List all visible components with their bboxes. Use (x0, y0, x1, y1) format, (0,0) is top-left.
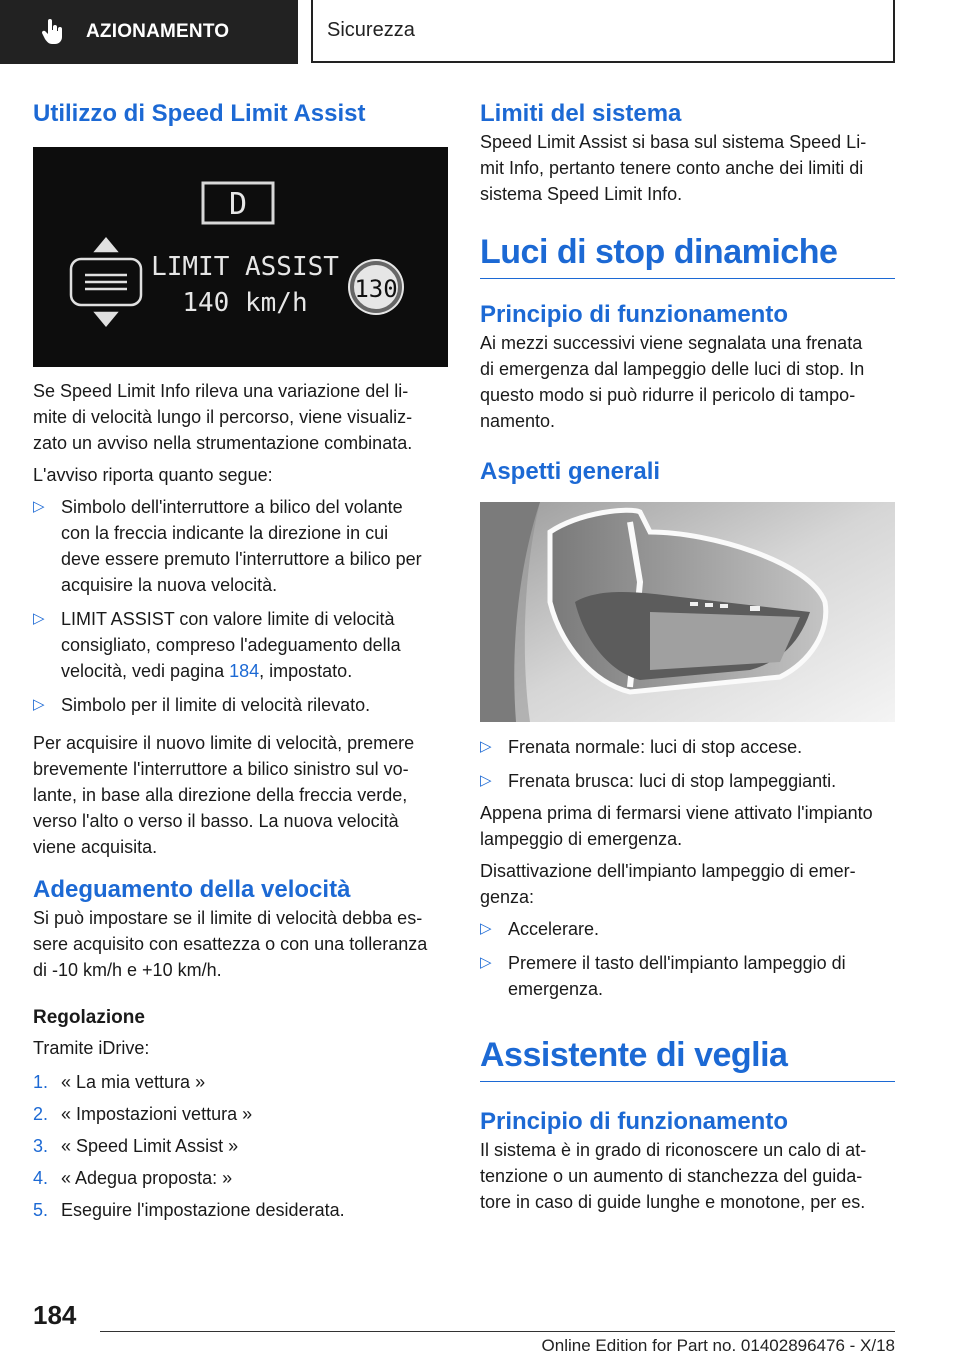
text-line: consigliato, compreso l'adeguamento della (61, 635, 401, 656)
list-item (480, 768, 895, 794)
rocker-switch-icon (71, 239, 141, 325)
text-line: Simbolo dell'interruttore a bilico del volante (61, 497, 403, 518)
list-item (33, 1197, 448, 1223)
footer-divider (100, 1331, 895, 1332)
bullet-list-disattivazione (480, 916, 895, 1002)
section-tab (0, 0, 298, 64)
text-line: sere acquisito con esattezza o con una tolleranza (33, 934, 428, 955)
text-line: Se Speed Limit Info rileva una variazione del li- (33, 381, 409, 402)
text-line: Per acquisire il nuovo limite di velocità, premere (33, 733, 415, 754)
chapter-label: Sicurezza (327, 19, 415, 41)
paragraph-appena (480, 800, 895, 852)
text-line: brevemente l'interruttore a bilico sinistro sul vo- (33, 759, 409, 780)
list-item (33, 1165, 448, 1191)
triangle-bullet-icon: ▷ (480, 919, 492, 937)
list-item (33, 1133, 448, 1159)
text-line: con la freccia indicante la direzione in cui (61, 523, 389, 544)
steps-list (33, 1069, 448, 1223)
step-number: 5. (33, 1200, 49, 1221)
paragraph-avviso: L'avviso riporta quanto segue: (33, 465, 273, 486)
chapter-tab (311, 0, 895, 63)
list-item (480, 734, 895, 760)
bullet-list-frenata (480, 734, 895, 794)
triangle-bullet-icon: ▷ (480, 771, 492, 789)
left-column (33, 98, 448, 1223)
step-text: « Impostazioni vettura » (61, 1104, 253, 1125)
triangle-bullet-icon: ▷ (33, 696, 45, 714)
text-line: deve essere premuto l'interruttore a bilico per (61, 549, 422, 570)
text-line: tenzione o un aumento di stanchezza del guida- (480, 1165, 863, 1186)
step-text: « Speed Limit Assist » (61, 1136, 239, 1157)
text-line: sistema Speed Limit Info. (480, 184, 683, 205)
paragraph-intro (33, 378, 448, 456)
step-text: « Adegua proposta: » (61, 1168, 233, 1189)
bullet-list-avviso (33, 494, 448, 718)
heading-luci-stop: Luci di stop dinamiche (480, 233, 895, 279)
paragraph-principio-2 (480, 1137, 895, 1215)
text-line: LIMIT ASSIST con valore limite di velocità (61, 609, 395, 630)
heading-adeguamento: Adeguamento della velocità (33, 876, 351, 904)
text-line: velocità, vedi pagina (61, 661, 230, 682)
text-line: mite di velocità lungo il percorso, viene visualiz- (33, 407, 413, 428)
hand-pointer-icon (40, 18, 66, 46)
step-number: 4. (33, 1168, 49, 1189)
speed-limit-value: 130 (354, 275, 398, 304)
step-text: « La mia vettura » (61, 1072, 206, 1093)
paragraph-disattivazione (480, 858, 895, 910)
heading-aspetti: Aspetti generali (480, 458, 661, 486)
text-line: acquisire la nuova velocità. (61, 575, 278, 596)
edition-text: Online Edition for Part no. 01402896476 - X/18 (541, 1336, 895, 1355)
display-line-2: 140 km/h (182, 288, 308, 319)
paragraph-limiti (480, 129, 895, 207)
list-item (480, 950, 895, 1002)
list-item (33, 1101, 448, 1127)
page-link-184[interactable]: 184 (229, 661, 260, 682)
limit-assist-display (33, 147, 448, 367)
speed-limit-sign-icon (348, 259, 404, 315)
text-line: verso l'alto o verso il basso. La nuova velocità (33, 811, 399, 832)
step-text: Eseguire l'impostazione desiderata. (61, 1200, 345, 1221)
text-line: zato un avviso nella strumentazione combinata. (33, 433, 413, 454)
heading-limiti: Limiti del sistema (480, 100, 682, 127)
text-line: di emergenza dal lampeggio delle luci di stop. In (480, 359, 865, 380)
list-item (33, 692, 448, 718)
text-line: Accelerare. (508, 918, 600, 939)
tail-light-image (480, 502, 895, 722)
text-line: lante, in base alla direzione della freccia verde, (33, 785, 408, 806)
heading-regolazione: Regolazione (33, 1007, 145, 1029)
paragraph-principio-1 (480, 330, 895, 434)
text-line: lampeggio di emergenza. (480, 828, 683, 849)
heading-principio-1: Principio di funzionamento (480, 301, 788, 329)
heading-speed-limit-assist: Utilizzo di Speed Limit Assist (33, 100, 366, 127)
text-line: Premere il tasto dell'impianto lampeggio di (508, 952, 846, 973)
text-line: Simbolo per il limite di velocità rilevato. (61, 695, 371, 716)
text-line: Frenata normale: luci di stop accese. (508, 736, 803, 757)
triangle-bullet-icon: ▷ (33, 498, 45, 516)
text-line: tore in caso di guide lunghe e monotone, per es. (480, 1191, 866, 1212)
text-line: Ai mezzi successivi viene segnalata una frenata (480, 333, 863, 354)
triangle-bullet-icon: ▷ (33, 610, 45, 628)
list-item (33, 606, 448, 684)
instrument-display-image (33, 147, 448, 367)
right-column (480, 98, 895, 1215)
text-line: Disattivazione dell'impianto lampeggio di emer- (480, 860, 856, 881)
heading-principio-2: Principio di funzionamento (480, 1107, 788, 1135)
text-line: Il sistema è in grado di riconoscere un calo di at- (480, 1139, 867, 1160)
section-label: AZIONAMENTO (86, 21, 230, 42)
list-item (33, 494, 448, 598)
paragraph-idrive: Tramite iDrive: (33, 1038, 150, 1059)
text-line: mit Info, pertanto tenere conto anche dei limiti di (480, 158, 864, 179)
display-line-1: LIMIT ASSIST (151, 252, 339, 283)
text-line: Speed Limit Assist si basa sul sistema Speed Li- (480, 132, 867, 153)
text-line: di -10 km/h e +10 km/h. (33, 960, 222, 981)
page-number: 184 (33, 1300, 77, 1330)
step-number: 3. (33, 1136, 49, 1157)
paragraph-adeguamento (33, 905, 448, 983)
list-item (480, 916, 895, 942)
text-line: Si può impostare se il limite di velocità debba es- (33, 908, 423, 929)
step-number: 1. (33, 1072, 49, 1093)
text-line: Appena prima di fermarsi viene attivato l'impianto (480, 802, 873, 823)
text-line: viene acquisita. (33, 837, 158, 858)
text-line: questo modo si può ridurre il pericolo di tampo- (480, 385, 856, 406)
triangle-bullet-icon: ▷ (480, 953, 492, 971)
text-line: namento. (480, 411, 556, 432)
text-line: emergenza. (508, 978, 604, 999)
tail-light-illustration (480, 502, 895, 722)
triangle-bullet-icon: ▷ (480, 737, 492, 755)
text-line: Frenata brusca: luci di stop lampeggianti. (508, 770, 837, 791)
list-item (33, 1069, 448, 1095)
heading-assistente-veglia: Assistente di veglia (480, 1036, 895, 1082)
gear-indicator: D (228, 187, 248, 223)
step-number: 2. (33, 1104, 49, 1125)
text-line: genza: (480, 886, 535, 907)
paragraph-acquisire (33, 730, 448, 860)
text-line: , impostato. (259, 661, 353, 682)
